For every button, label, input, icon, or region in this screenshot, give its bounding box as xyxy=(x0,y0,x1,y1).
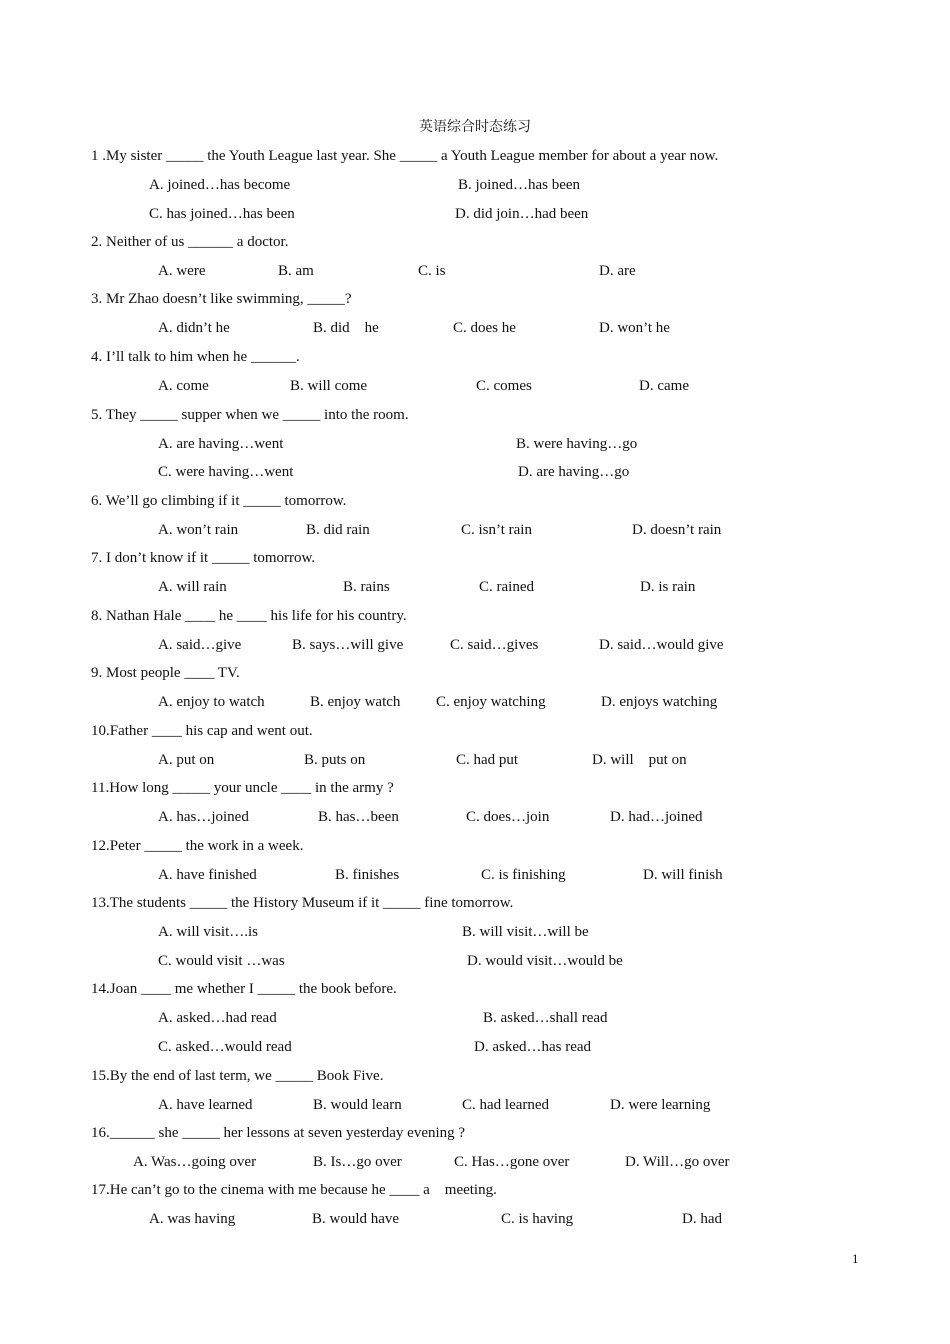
option-b: B. am xyxy=(278,263,314,279)
option-d: D. won’t he xyxy=(599,320,670,336)
option-d: D. enjoys watching xyxy=(601,694,718,710)
option-c: C. rained xyxy=(479,579,534,595)
option-b: B. Is…go over xyxy=(313,1154,402,1170)
option-c: C. Has…gone over xyxy=(454,1154,570,1170)
option-d: D. did join…had been xyxy=(455,206,589,222)
option-d: D. Will…go over xyxy=(625,1154,730,1170)
option-c: C. isn’t rain xyxy=(461,522,532,538)
option-b: B. would learn xyxy=(313,1097,402,1113)
option-d: D. asked…has read xyxy=(474,1039,592,1055)
option-a: A. were xyxy=(158,263,206,279)
option-d: D. were learning xyxy=(610,1097,711,1113)
option-d: D. had xyxy=(682,1211,722,1227)
option-d: D. would visit…would be xyxy=(467,953,623,969)
option-c: C. said…gives xyxy=(450,637,539,653)
option-b: B. has…been xyxy=(318,809,399,825)
option-d: D. are xyxy=(599,263,636,279)
option-c: C. has joined…has been xyxy=(149,206,295,222)
option-b: B. would have xyxy=(312,1211,400,1227)
option-c: C. were having…went xyxy=(158,464,294,480)
question-stem: 14.Joan ____ me whether I _____ the book before. xyxy=(91,981,397,997)
question-stem: 1 .My sister _____ the Youth League last year. She _____ a Youth League member for about a year now. xyxy=(91,148,719,164)
option-c: C. is xyxy=(418,263,446,279)
option-b: B. asked…shall read xyxy=(483,1010,608,1026)
option-d: D. had…joined xyxy=(610,809,703,825)
option-a: A. put on xyxy=(158,752,215,768)
question-stem: 7. I don’t know if it _____ tomorrow. xyxy=(91,550,316,566)
question-stem: 4. I’ll talk to him when he ______. xyxy=(91,349,300,365)
question-stem: 2. Neither of us ______ a doctor. xyxy=(91,234,289,250)
option-c: C. does…join xyxy=(466,809,550,825)
question-stem: 6. We’ll go climbing if it _____ tomorrow. xyxy=(91,493,347,509)
question-stem: 15.By the end of last term, we _____ Book Five. xyxy=(91,1068,384,1084)
option-c: C. had put xyxy=(456,752,519,768)
option-b: B. finishes xyxy=(335,867,400,883)
option-a: A. have learned xyxy=(158,1097,253,1113)
question-stem: 9. Most people ____ TV. xyxy=(91,665,240,681)
question-stem: 13.The students _____ the History Museum if it _____ fine tomorrow. xyxy=(91,895,514,911)
option-c: C. enjoy watching xyxy=(436,694,546,710)
option-c: C. is having xyxy=(501,1211,574,1227)
question-stem: 11.How long _____ your uncle ____ in the army ? xyxy=(91,780,394,796)
option-d: D. said…would give xyxy=(599,637,724,653)
question-stem: 17.He can’t go to the cinema with me because he ____ a meeting. xyxy=(91,1182,497,1198)
question-stem: 8. Nathan Hale ____ he ____ his life for his country. xyxy=(91,608,407,624)
question-stem: 16.______ she _____ her lessons at seven yesterday evening ? xyxy=(91,1125,466,1141)
page-number: 1 xyxy=(852,1251,859,1266)
option-a: A. was having xyxy=(149,1211,236,1227)
option-b: B. will come xyxy=(290,378,368,394)
option-a: A. has…joined xyxy=(158,809,249,825)
option-b: B. rains xyxy=(343,579,390,595)
option-d: D. are having…go xyxy=(518,464,630,480)
option-c: C. had learned xyxy=(462,1097,550,1113)
question-stem: 5. They _____ supper when we _____ into the room. xyxy=(91,407,409,423)
option-a: A. are having…went xyxy=(158,436,284,452)
option-a: A. will rain xyxy=(158,579,227,595)
option-a: A. asked…had read xyxy=(158,1010,277,1026)
question-stem: 3. Mr Zhao doesn’t like swimming, _____? xyxy=(91,291,352,307)
option-b: B. did he xyxy=(313,320,379,336)
option-a: A. said…give xyxy=(158,637,242,653)
option-b: B. says…will give xyxy=(292,637,404,653)
option-b: B. will visit…will be xyxy=(462,924,589,940)
option-d: D. will put on xyxy=(592,752,687,768)
option-d: D. doesn’t rain xyxy=(632,522,722,538)
option-b: B. puts on xyxy=(304,752,366,768)
option-c: C. comes xyxy=(476,378,532,394)
option-a: A. will visit….is xyxy=(158,924,259,940)
question-stem: 12.Peter _____ the work in a week. xyxy=(91,838,304,854)
option-a: A. won’t rain xyxy=(158,522,239,538)
option-b: B. were having…go xyxy=(516,436,638,452)
option-c: C. would visit …was xyxy=(158,953,285,969)
option-b: B. enjoy watch xyxy=(310,694,401,710)
option-c: C. does he xyxy=(453,320,516,336)
option-d: D. came xyxy=(639,378,689,394)
option-c: C. asked…would read xyxy=(158,1039,292,1055)
option-d: D. is rain xyxy=(640,579,696,595)
option-b: B. joined…has been xyxy=(458,177,581,193)
option-a: A. enjoy to watch xyxy=(158,694,265,710)
option-c: C. is finishing xyxy=(481,867,566,883)
option-b: B. did rain xyxy=(306,522,370,538)
option-a: A. didn’t he xyxy=(158,320,230,336)
option-d: D. will finish xyxy=(643,867,723,883)
option-a: A. joined…has become xyxy=(149,177,291,193)
option-a: A. Was…going over xyxy=(133,1154,257,1170)
question-stem: 10.Father ____ his cap and went out. xyxy=(91,723,313,739)
page-title: 英语综合时态练习 xyxy=(419,119,531,135)
option-a: A. have finished xyxy=(158,867,257,883)
option-a: A. come xyxy=(158,378,209,394)
